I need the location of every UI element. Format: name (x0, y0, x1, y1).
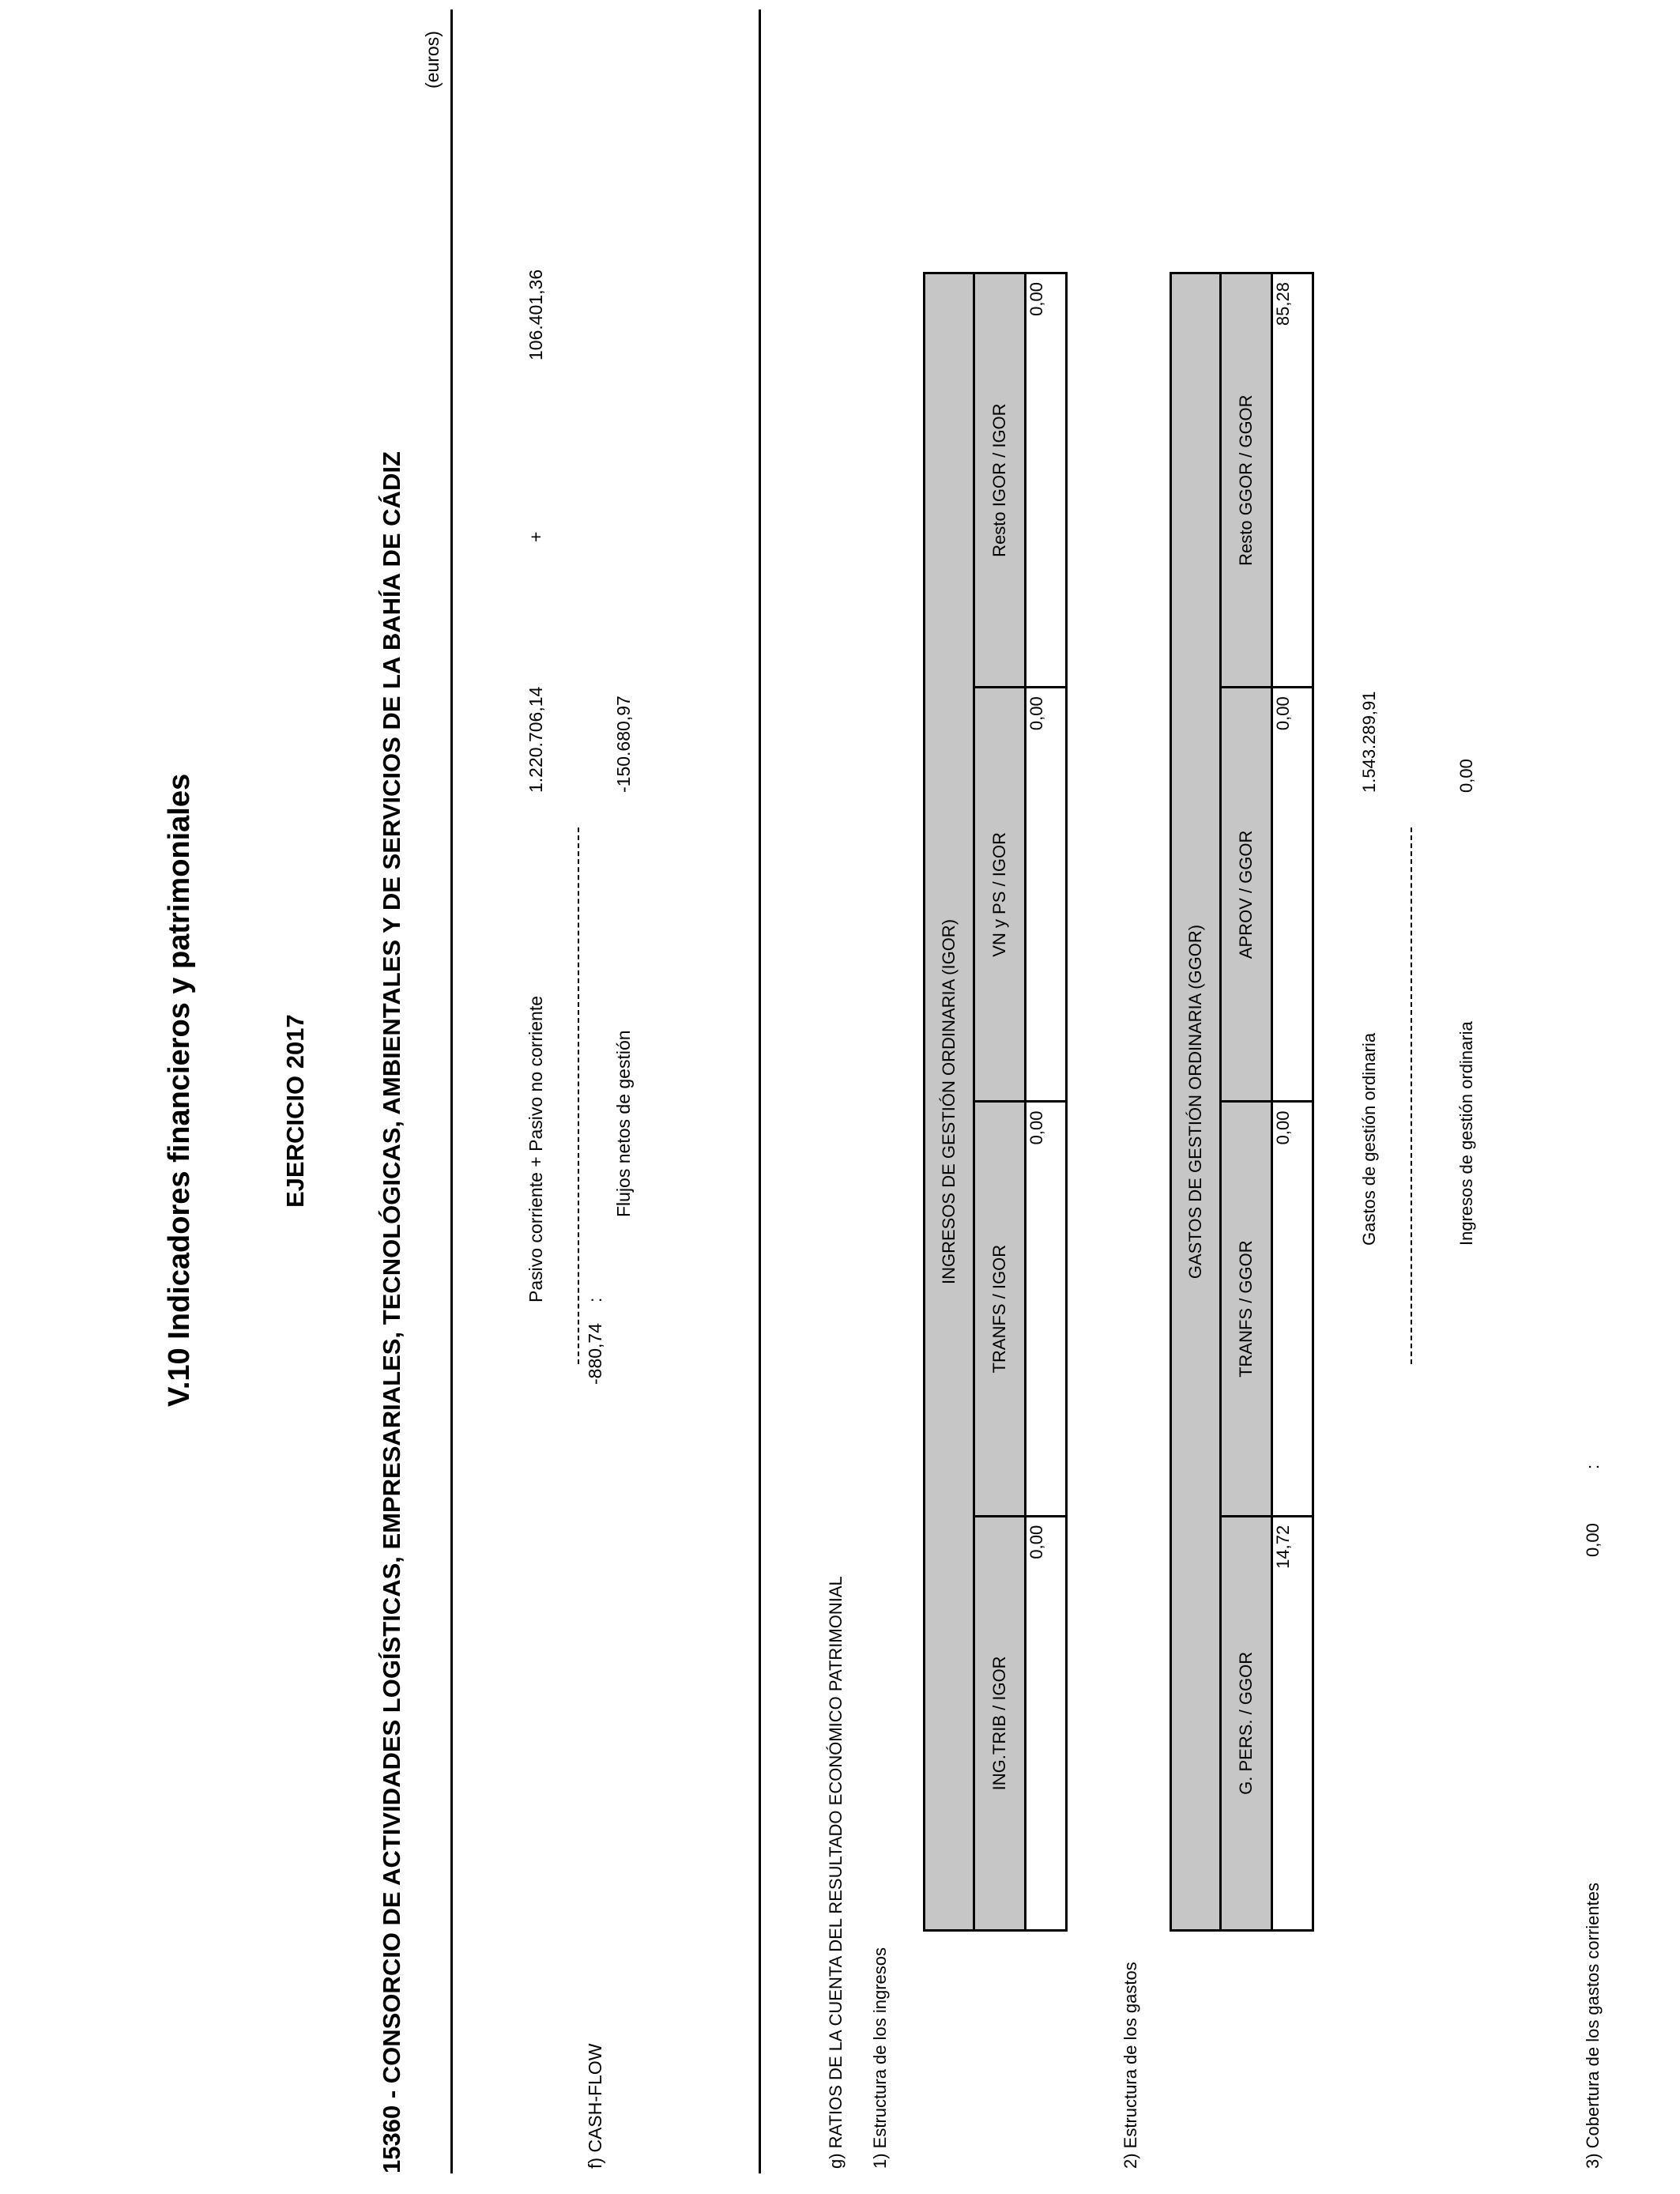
section-rule (759, 9, 761, 2173)
entity-name: 15360 - CONSORCIO DE ACTIVIDADES LOGÍSTICAS, EMPRESARIALES, TECNOLÓGICAS, AMBIENTALES Y DE SERVICIOS DE LA BAHÍA DE CÁDIZ (378, 451, 405, 2173)
cash-flow-denominator-label: Flujos netos de gestión (613, 1030, 634, 1217)
expense-value-resto: 85,28 (1272, 273, 1313, 688)
expense-value-tranfs: 0,00 (1272, 1102, 1313, 1516)
expense-col-tranfs: TRANFS / GGOR (1221, 1102, 1272, 1516)
expense-structure-table (1170, 272, 1314, 1932)
cash-flow-numerator-label: Pasivo corriente + Pasivo no corriente (525, 995, 546, 1302)
coverage-value: 0,00 (1583, 1523, 1603, 1557)
income-col-resto: Resto IGOR / IGOR (974, 273, 1026, 688)
ratios-label: g) RATIOS DE LA CUENTA DEL RESULTADO ECONÓMICO PATRIMONIAL (826, 1576, 846, 2169)
income-col-vn-ps: VN y PS / IGOR (974, 688, 1026, 1102)
cash-flow-colon: : (585, 1297, 605, 1302)
income-col-tranfs: TRANFS / IGOR (974, 1102, 1026, 1516)
expense-value-aprov: 0,00 (1272, 688, 1313, 1102)
coverage-colon: : (1583, 1464, 1603, 1469)
exercise-title: EJERCICIO 2017 (281, 1014, 309, 1208)
cash-flow-label: f) CASH-FLOW (585, 2043, 605, 2169)
coverage-label: 3) Cobertura de los gastos corrientes (1583, 1883, 1603, 2169)
expense-structure-label: 2) Estructura de los gastos (1121, 1962, 1140, 2169)
income-col-ing-trib: ING.TRIB / IGOR (974, 1516, 1026, 1930)
coverage-numerator-value: 1.543.289,91 (1359, 691, 1379, 793)
coverage-fraction-line (1411, 827, 1412, 1364)
top-rule (450, 9, 453, 2173)
cash-flow-value: -880,74 (585, 1322, 605, 1385)
coverage-numerator-label: Gastos de gestión ordinaria (1359, 1032, 1379, 1246)
expense-value-g-pers: 14,72 (1272, 1516, 1313, 1930)
income-table-title: INGRESOS DE GESTIÓN ORDINARIA (IGOR) (925, 273, 974, 1931)
cash-flow-fraction-line (578, 827, 579, 1364)
report-title: V.10 Indicadores financieros y patrimoniales (163, 773, 196, 1407)
income-structure-table (923, 272, 1068, 1932)
cash-flow-numerator-value-1: 1.220.706,14 (525, 686, 546, 793)
coverage-denominator-label: Ingresos de gestión ordinaria (1456, 1021, 1476, 1246)
income-value-ing-trib: 0,00 (1026, 1516, 1067, 1930)
cash-flow-numerator-value-2: 106.401,36 (525, 269, 546, 360)
income-structure-label: 1) Estructura de los ingresos (870, 1947, 890, 2169)
income-value-tranfs: 0,00 (1026, 1102, 1067, 1516)
cash-flow-plus: + (525, 531, 546, 542)
income-value-vn-ps: 0,00 (1026, 688, 1067, 1102)
expense-col-aprov: APROV / GGOR (1221, 688, 1272, 1102)
expense-col-g-pers: G. PERS. / GGOR (1221, 1516, 1272, 1930)
expense-col-resto: Resto GGOR / GGOR (1221, 273, 1272, 688)
expense-table-title: GASTOS DE GESTIÓN ORDINARIA (GGOR) (1171, 273, 1221, 1931)
income-value-resto: 0,00 (1026, 273, 1067, 688)
coverage-denominator-value: 0,00 (1456, 759, 1476, 793)
units-label: (euros) (422, 31, 443, 89)
cash-flow-denominator-value: -150.680,97 (613, 696, 634, 793)
